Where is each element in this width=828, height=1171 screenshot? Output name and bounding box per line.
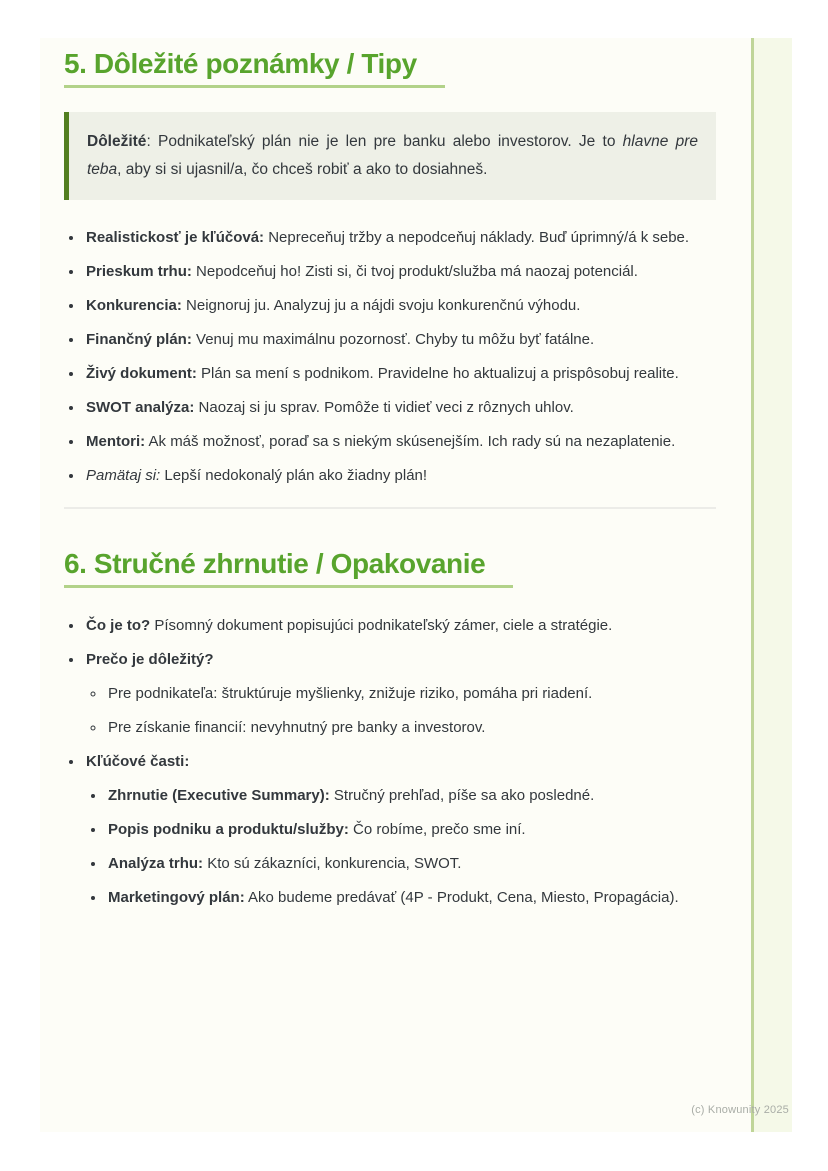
- item-lead: Živý dokument:: [86, 365, 197, 382]
- sub-list: [86, 784, 716, 909]
- list-item: [84, 464, 716, 487]
- sub-list-item: [106, 818, 716, 841]
- callout-lead: Dôležité: [87, 133, 147, 150]
- list-item: [84, 362, 716, 385]
- list-item: [84, 328, 716, 351]
- list-item: [84, 750, 716, 909]
- sub-list-item: [106, 682, 716, 705]
- item-text: Ak máš možnosť, poraď sa s niekým skúsenejším. Ich rady sú na nezaplatenie.: [148, 433, 676, 450]
- section-heading: 5. Dôležité poznámky / Tipy: [64, 47, 445, 88]
- section-divider: [64, 507, 716, 509]
- sub-list-item: [106, 716, 716, 739]
- list-item: [84, 648, 716, 739]
- important-callout: [64, 112, 716, 200]
- item-lead: Prieskum trhu:: [86, 263, 192, 280]
- sub-list-item: [106, 784, 716, 807]
- section-important-notes: [64, 47, 716, 487]
- section-summary: [64, 547, 716, 909]
- list-item: [84, 430, 716, 453]
- watermark: (c) Knowunity 2025: [691, 1104, 789, 1116]
- sub-list-item: [106, 886, 716, 909]
- item-lead: Čo je to?: [86, 617, 151, 634]
- item-text: Nepodceňuj ho! Zisti si, či tvoj produkt/služba má naozaj potenciál.: [196, 263, 638, 280]
- item-text: Venuj mu maximálnu pozornosť. Chyby tu môžu byť fatálne.: [196, 331, 595, 348]
- document-page: [40, 38, 792, 1132]
- item-lead: Mentori:: [86, 433, 146, 450]
- item-lead: Popis podniku a produktu/služby:: [108, 821, 349, 838]
- sub-list: [86, 682, 716, 739]
- item-text: Nepreceňuj tržby a nepodceňuj náklady. Buď úprimný/á k sebe.: [268, 229, 690, 246]
- item-text: Naozaj si ju sprav. Pomôže ti vidieť veci z rôznych uhlov.: [198, 399, 574, 416]
- item-text: Pre získanie financií: nevyhnutný pre banky a investorov.: [108, 719, 486, 736]
- sub-list-item: [106, 852, 716, 875]
- item-text: Písomný dokument popisujúci podnikateľský zámer, ciele a stratégie.: [154, 617, 613, 634]
- callout-segment: : Podnikateľský plán nie je len pre banku alebo investorov. Je to: [146, 133, 623, 150]
- item-lead: Analýza trhu:: [108, 855, 204, 872]
- item-text: Neignoruj ju. Analyzuj ju a nájdi svoju konkurenčnú výhodu.: [186, 297, 581, 314]
- item-text: Lepší nedokonalý plán ako žiadny plán!: [164, 467, 428, 484]
- document-content: [64, 47, 716, 909]
- section-heading: 6. Stručné zhrnutie / Opakovanie: [64, 547, 513, 588]
- list-item: [84, 260, 716, 283]
- list-item: [84, 396, 716, 419]
- item-text: Ako budeme predávať (4P - Produkt, Cena, Miesto, Propagácia).: [248, 889, 679, 906]
- item-text: Pre podnikateľa: štruktúruje myšlienky, znižuje riziko, pomáha pri riadení.: [108, 685, 593, 702]
- item-lead: Zhrnutie (Executive Summary):: [108, 787, 330, 804]
- item-lead: Prečo je dôležitý?: [86, 651, 214, 668]
- item-lead: Pamätaj si:: [86, 467, 161, 484]
- item-lead: SWOT analýza:: [86, 399, 195, 416]
- item-lead: Finančný plán:: [86, 331, 192, 348]
- item-text: Stručný prehľad, píše sa ako posledné.: [333, 787, 595, 804]
- item-text: Plán sa mení s podnikom. Pravidelne ho aktualizuj a prispôsobuj realite.: [201, 365, 679, 382]
- item-text: Kto sú zákazníci, konkurencia, SWOT.: [207, 855, 462, 872]
- item-text: Čo robíme, prečo sme iní.: [353, 821, 526, 838]
- item-lead: Kľúčové časti:: [86, 753, 190, 770]
- tips-list: [64, 226, 716, 487]
- list-item: [84, 294, 716, 317]
- list-item: [84, 226, 716, 249]
- item-lead: Realistickosť je kľúčová:: [86, 229, 265, 246]
- side-strip-decoration: [751, 38, 792, 1132]
- callout-italic-phrase: hlavne pre teba: [87, 133, 698, 178]
- item-lead: Konkurencia:: [86, 297, 182, 314]
- item-lead: Marketingový plán:: [108, 889, 245, 906]
- callout-text: [87, 128, 698, 184]
- list-item: [84, 614, 716, 637]
- callout-segment: , aby si si ujasnil/a, čo chceš robiť a ako to dosiahneš.: [117, 161, 488, 178]
- summary-list: [64, 614, 716, 909]
